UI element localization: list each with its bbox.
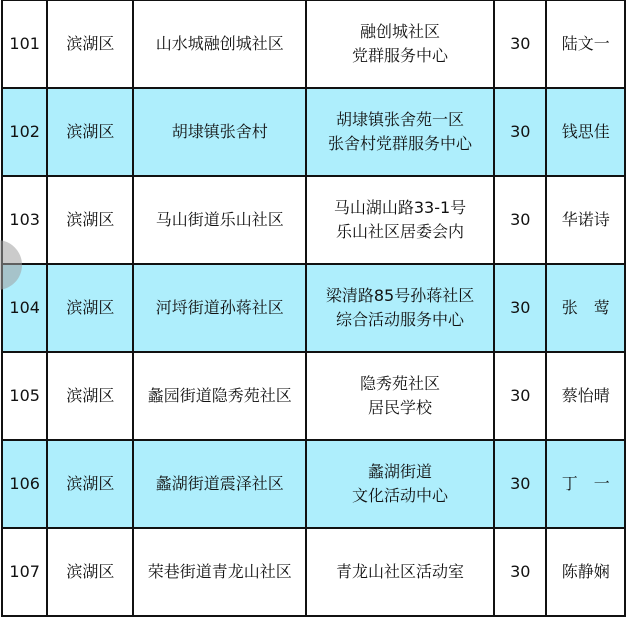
- location-line-2: 综合活动服务中心: [336, 310, 465, 329]
- location-line-1: 胡埭镇张舍苑一区: [336, 110, 465, 129]
- table-row: [2, 0, 625, 88]
- table-row: [2, 176, 625, 264]
- cell-community: 山水城融创城社区: [133, 0, 306, 88]
- cell-district: 滨湖区: [47, 264, 133, 352]
- table-row: [2, 264, 625, 352]
- cell-district: 滨湖区: [47, 88, 133, 176]
- cell-contact: 钱思佳: [546, 88, 625, 176]
- location-line-2: 居民学校: [368, 398, 433, 417]
- cell-count: 30: [494, 440, 546, 528]
- cell-district: 滨湖区: [47, 176, 133, 264]
- cell-number: 102: [2, 88, 47, 176]
- cell-community: 河埒街道孙蒋社区: [133, 264, 306, 352]
- cell-location: [306, 176, 494, 264]
- cell-count: 30: [494, 352, 546, 440]
- cell-location: [306, 88, 494, 176]
- cell-count: 30: [494, 528, 546, 616]
- cell-location: [306, 528, 494, 616]
- table-row: [2, 440, 625, 528]
- cell-contact: 张 莺: [546, 264, 625, 352]
- location-line-2: 文化活动中心: [352, 486, 449, 505]
- cell-contact: 陆文一: [546, 0, 625, 88]
- cell-location: [306, 264, 494, 352]
- location-line-1: 隐秀苑社区: [360, 374, 441, 393]
- cell-district: 滨湖区: [47, 528, 133, 616]
- table-body: [2, 0, 625, 616]
- cell-contact: 陈静娴: [546, 528, 625, 616]
- cell-count: 30: [494, 0, 546, 88]
- cell-number: 103: [2, 176, 47, 264]
- cell-district: 滨湖区: [47, 352, 133, 440]
- location-line-1: 梁清路85号孙蒋社区: [325, 286, 475, 305]
- cell-count: 30: [494, 264, 546, 352]
- table-row: [2, 88, 625, 176]
- cell-contact: 丁 一: [546, 440, 625, 528]
- location-line-1: 蠡湖街道: [368, 462, 433, 481]
- cell-location: [306, 440, 494, 528]
- cell-count: 30: [494, 176, 546, 264]
- cell-community: 胡埭镇张舍村: [133, 88, 306, 176]
- cell-district: 滨湖区: [47, 440, 133, 528]
- location-line-1: 融创城社区: [360, 22, 441, 41]
- location-line-2: 乐山社区居委会内: [336, 222, 465, 241]
- cell-location: [306, 0, 494, 88]
- cell-number: 107: [2, 528, 47, 616]
- cell-number: 101: [2, 0, 47, 88]
- cell-contact: 蔡怡晴: [546, 352, 625, 440]
- location-line-1: 青龙山社区活动室: [336, 562, 465, 581]
- cell-number: 105: [2, 352, 47, 440]
- location-line-1: 马山湖山路33-1号: [333, 198, 467, 217]
- table-row: [2, 352, 625, 440]
- cell-community: 马山街道乐山社区: [133, 176, 306, 264]
- schedule-table: [1, 0, 626, 617]
- cell-district: 滨湖区: [47, 0, 133, 88]
- cell-contact: 华诺诗: [546, 176, 625, 264]
- cell-community: 蠡湖街道震泽社区: [133, 440, 306, 528]
- table-row: [2, 528, 625, 616]
- location-line-2: 党群服务中心: [352, 46, 449, 65]
- location-line-2: 张舍村党群服务中心: [328, 134, 473, 153]
- cell-community: 荣巷街道青龙山社区: [133, 528, 306, 616]
- cell-number: 104: [2, 264, 47, 352]
- cell-community: 蠡园街道隐秀苑社区: [133, 352, 306, 440]
- cell-location: [306, 352, 494, 440]
- cell-count: 30: [494, 88, 546, 176]
- cell-number: 106: [2, 440, 47, 528]
